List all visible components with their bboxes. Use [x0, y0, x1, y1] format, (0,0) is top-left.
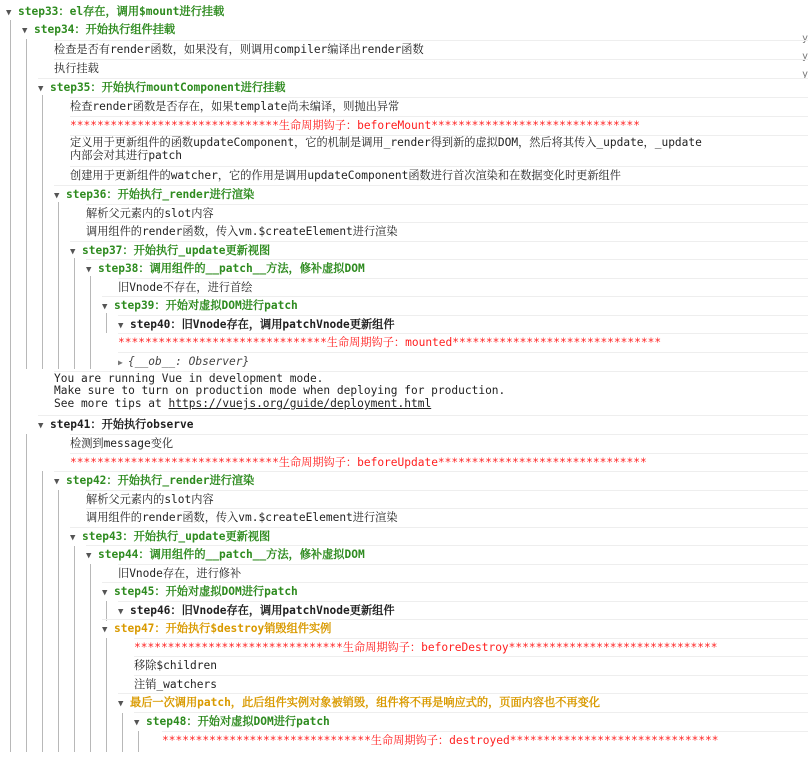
log-message: 移除$children	[134, 656, 808, 676]
source-link-marker[interactable]: y	[802, 33, 808, 44]
log-group-label: step36：开始执行_render进行渲染	[66, 188, 255, 201]
tree-guide-line	[26, 39, 27, 369]
triangle-down-icon[interactable]: ▼	[102, 588, 108, 598]
log-group-label: step44：调用组件的__patch__方法，修补虚拟DOM	[98, 548, 365, 561]
triangle-down-icon[interactable]: ▼	[134, 718, 140, 728]
log-group-step36[interactable]	[54, 185, 808, 206]
tree-guide-line	[58, 202, 59, 369]
dev-mode-message: You are running Vue in development mode.	[54, 371, 808, 385]
log-group-label: step38：调用组件的__patch__方法，修补虚拟DOM	[98, 262, 365, 275]
log-group-step41[interactable]	[38, 415, 808, 436]
log-message: 解析父元素内的slot内容	[86, 490, 808, 510]
log-message: 定义用于更新组件的函数updateComponent，它的机制是调用_render得到新的虚拟DOM，然后将其传入_update，_update	[70, 135, 808, 150]
triangle-down-icon[interactable]: ▼	[118, 607, 124, 617]
log-group-step34[interactable]	[22, 21, 808, 41]
log-group-label: step41：开始执行observe	[50, 418, 194, 431]
triangle-down-icon[interactable]: ▼	[70, 247, 76, 257]
log-group-step39[interactable]	[102, 296, 808, 317]
observer-object[interactable]: ▶ {__ob__: Observer}	[118, 352, 808, 373]
log-group-label: step34：开始执行组件挂载	[34, 23, 176, 36]
triangle-down-icon[interactable]: ▼	[102, 302, 108, 312]
triangle-down-icon[interactable]: ▼	[70, 533, 76, 543]
log-group-label: 最后一次调用patch，此后组件实例对象被销毁，组件将不再是响应式的，页面内容也不再变化	[130, 696, 600, 709]
log-message: 旧Vnode存在，进行修补	[118, 564, 808, 584]
tree-guide-line	[58, 490, 59, 752]
log-group-step33[interactable]	[6, 3, 808, 23]
deployment-guide-link[interactable]: https://vuejs.org/guide/deployment.html	[168, 397, 432, 410]
tree-guide-line	[90, 564, 91, 752]
log-message: 调用组件的render函数，传入vm.$createElement进行渲染	[86, 508, 808, 528]
tree-guide-line	[26, 434, 27, 752]
source-link-marker[interactable]: y	[802, 69, 808, 80]
tree-guide-line	[90, 276, 91, 369]
log-group-label: step40：旧Vnode存在，调用patchVnode更新组件	[130, 318, 395, 331]
log-group-step38[interactable]	[86, 259, 808, 280]
log-message: 旧Vnode不存在，进行首绘	[118, 278, 808, 298]
log-message: 检测到message变化	[70, 434, 808, 454]
lifecycle-hook-before-mount: *******************************生命周期钩子：beforeMount*******************************	[70, 116, 808, 136]
tree-guide-line	[106, 638, 107, 752]
log-group-step48[interactable]	[134, 712, 808, 733]
triangle-down-icon[interactable]: ▼	[102, 625, 108, 635]
log-group-label: step35：开始执行mountComponent进行挂载	[50, 81, 286, 94]
tree-guide-line	[122, 713, 123, 752]
log-message: 内部会对其进行patch	[70, 149, 182, 162]
tree-guide-line	[42, 471, 43, 752]
tree-guide-line	[10, 20, 11, 752]
tree-guide-line	[138, 731, 139, 752]
triangle-down-icon[interactable]: ▼	[86, 551, 92, 561]
log-group-step35[interactable]	[38, 78, 808, 99]
log-message: 检查render函数是否存在，如果template尚未编译，则抛出异常	[70, 97, 808, 117]
log-group-label: step48：开始对虚拟DOM进行patch	[146, 715, 330, 728]
triangle-down-icon[interactable]: ▼	[22, 26, 28, 36]
lifecycle-hook-before-update: *******************************生命周期钩子：beforeUpdate*******************************	[70, 453, 808, 473]
log-message: 检查是否有render函数，如果没有，则调用compiler编译出render函数	[54, 40, 808, 60]
source-link-marker[interactable]: y	[802, 51, 808, 62]
tree-guide-line	[42, 95, 43, 369]
log-group-label: step37：开始执行_update更新视图	[82, 244, 271, 257]
tree-guide-line	[106, 601, 107, 621]
log-group-label: step42：开始执行_render进行渲染	[66, 474, 255, 487]
triangle-down-icon[interactable]: ▼	[86, 265, 92, 275]
lifecycle-hook-mounted: *******************************生命周期钩子：mounted*******************************	[118, 333, 808, 353]
log-group-last-patch[interactable]	[118, 693, 808, 714]
log-group-step42[interactable]	[54, 471, 808, 492]
log-group-step47[interactable]	[102, 619, 808, 640]
triangle-down-icon[interactable]: ▼	[6, 8, 12, 18]
log-group-step44[interactable]	[86, 545, 808, 566]
dev-mode-message: See more tips at https://vuejs.org/guide/deployment.html	[54, 397, 432, 410]
lifecycle-hook-destroyed: *******************************生命周期钩子：destroyed*******************************	[162, 731, 808, 751]
triangle-down-icon[interactable]: ▼	[38, 421, 44, 431]
log-message: 调用组件的render函数，传入vm.$createElement进行渲染	[86, 222, 808, 242]
log-message: 解析父元素内的slot内容	[86, 204, 808, 224]
dev-mode-message: Make sure to turn on production mode when deploying for production.	[54, 384, 506, 397]
triangle-down-icon[interactable]: ▼	[54, 477, 60, 487]
triangle-down-icon[interactable]: ▼	[38, 84, 44, 94]
tree-guide-line	[74, 258, 75, 369]
log-message: 执行挂载	[54, 59, 808, 79]
log-group-label: step46：旧Vnode存在，调用patchVnode更新组件	[130, 604, 395, 617]
log-group-label: step43：开始执行_update更新视图	[82, 530, 271, 543]
log-group-label: step39：开始对虚拟DOM进行patch	[114, 299, 298, 312]
log-group-label: step47：开始执行$destroy销毁组件实例	[114, 622, 332, 635]
tree-guide-line	[74, 546, 75, 752]
triangle-right-icon[interactable]: ▶	[118, 358, 123, 367]
log-group-label: step33：el存在，调用$mount进行挂载	[18, 5, 225, 18]
log-message: 创建用于更新组件的watcher，它的作用是调用updateComponent函数进行首次渲染和在数据变化时更新组件	[70, 166, 808, 186]
log-message: 注销_watchers	[134, 675, 808, 695]
triangle-down-icon[interactable]: ▼	[118, 321, 124, 331]
triangle-down-icon[interactable]: ▼	[54, 191, 60, 201]
triangle-down-icon[interactable]: ▼	[118, 699, 124, 709]
lifecycle-hook-before-destroy: *******************************生命周期钩子：beforeDestroy*******************************	[134, 638, 808, 658]
log-group-step45[interactable]	[102, 582, 808, 603]
log-group-label: step45：开始对虚拟DOM进行patch	[114, 585, 298, 598]
